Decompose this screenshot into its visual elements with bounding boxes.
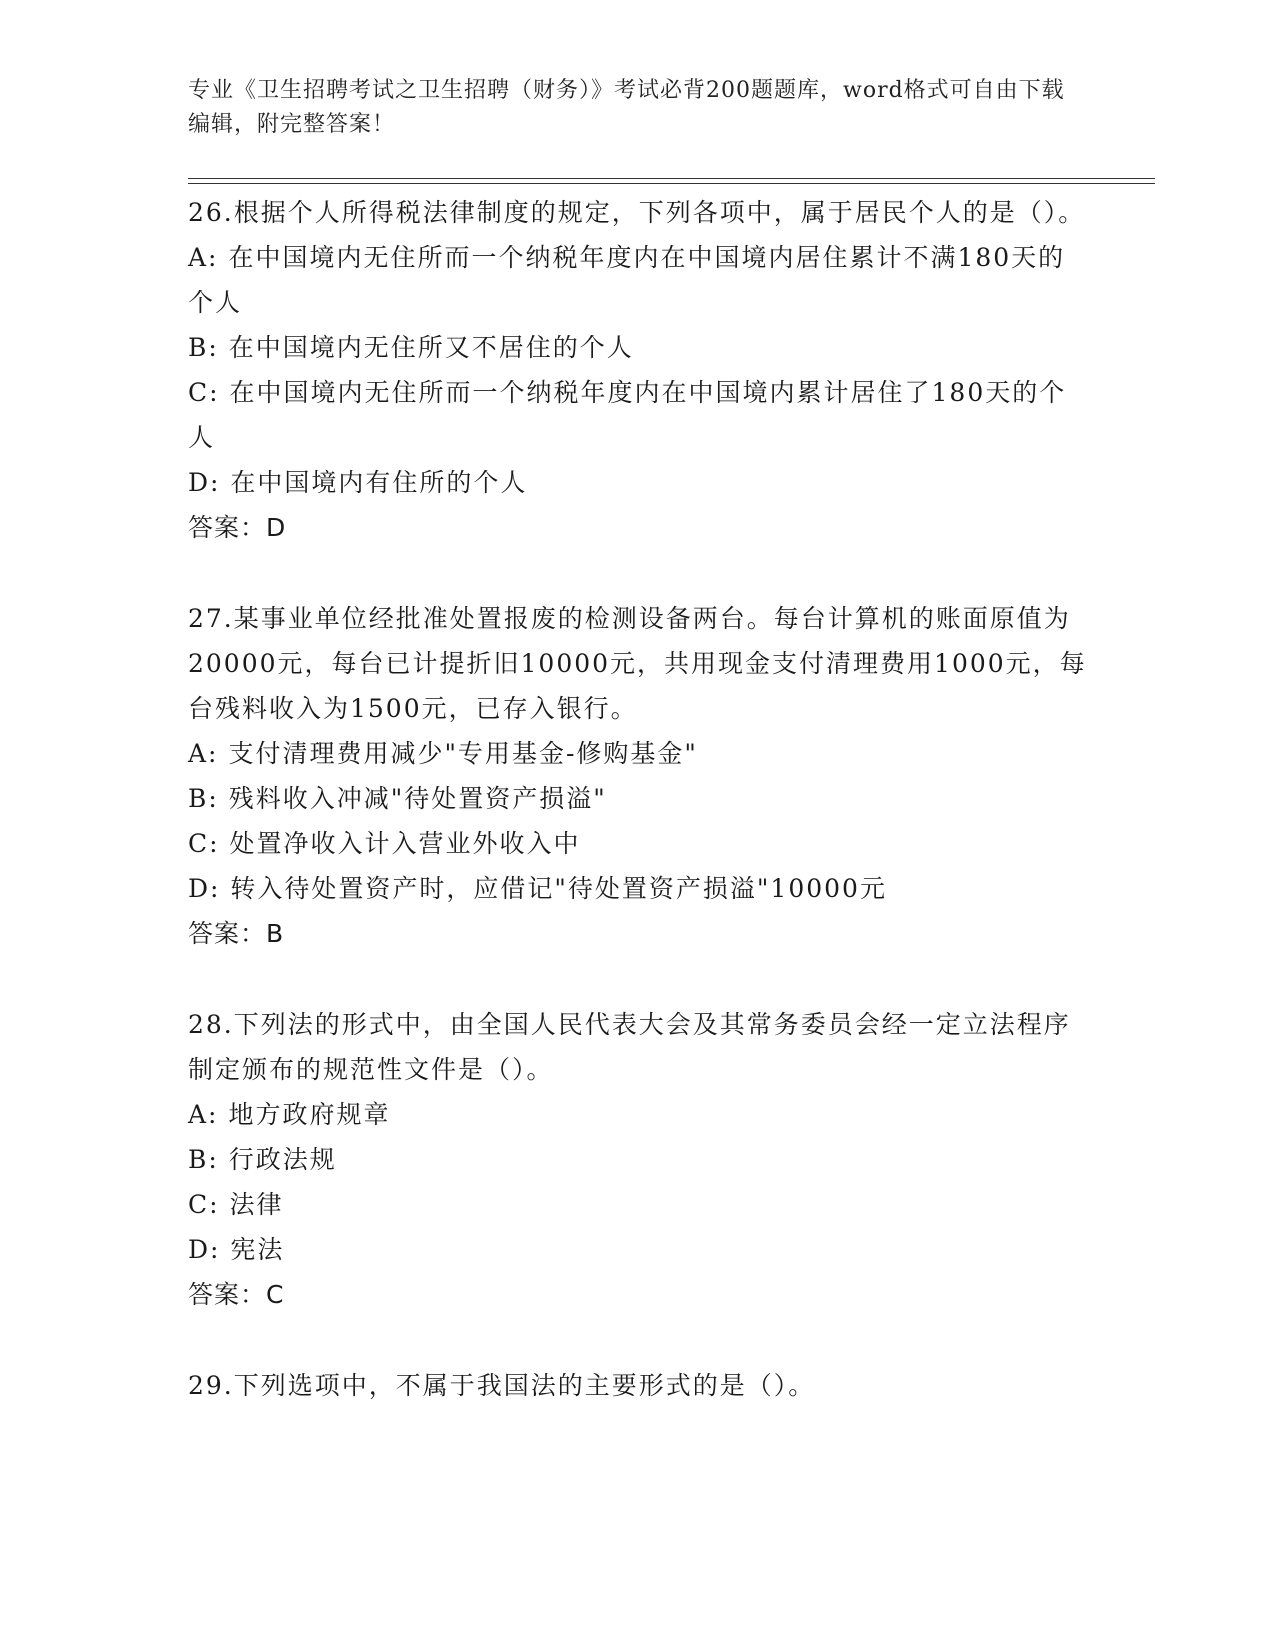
question-text: 26.根据个人所得税法律制度的规定，下列各项中，属于居民个人的是（）。 xyxy=(188,198,1086,227)
answer-line: 答案：B xyxy=(188,919,285,948)
option-text: 行政法规 xyxy=(228,1145,337,1174)
option-text: 转入待处置资产时，应借记"待处置资产损溢"10000元 xyxy=(230,874,887,903)
option-text: 支付清理费用减少"专用基金-修购基金" xyxy=(228,739,698,768)
option-d xyxy=(188,460,1088,505)
option-a xyxy=(188,731,1088,776)
question-26 xyxy=(188,190,1088,550)
header-double-rule xyxy=(188,178,1155,184)
option-text: 在中国境内无住所而一个纳税年度内在中国境内居住累计不满180天的个人 xyxy=(188,243,1066,317)
option-key: A: xyxy=(188,1100,219,1129)
option-key: B: xyxy=(188,784,219,813)
answer-line: 答案：D xyxy=(188,513,287,542)
document-header: 专业《卫生招聘考试之卫生招聘（财务）》考试必背200题题库，word格式可自由下载编辑，附完整答案！ xyxy=(188,78,1065,137)
question-27 xyxy=(188,596,1088,956)
question-29 xyxy=(188,1363,1088,1408)
option-text: 处置净收入计入营业外收入中 xyxy=(229,829,581,858)
question-text: 29.下列选项中，不属于我国法的主要形式的是（）。 xyxy=(188,1371,816,1400)
question-28 xyxy=(188,1002,1088,1317)
option-d xyxy=(188,866,1088,911)
option-key: C: xyxy=(188,1190,220,1219)
option-a xyxy=(188,235,1088,325)
option-b xyxy=(188,776,1088,821)
option-text: 在中国境内无住所而一个纳税年度内在中国境内累计居住了180天的个人 xyxy=(188,378,1067,452)
option-key: C: xyxy=(188,378,220,407)
option-key: C: xyxy=(188,829,220,858)
option-c xyxy=(188,821,1088,866)
option-text: 法律 xyxy=(229,1190,284,1219)
option-key: B: xyxy=(188,333,219,362)
option-key: B: xyxy=(188,1145,219,1174)
option-key: A: xyxy=(188,739,219,768)
option-text: 在中国境内有住所的个人 xyxy=(230,468,528,497)
option-b xyxy=(188,325,1088,370)
option-key: D: xyxy=(188,1235,221,1264)
option-c xyxy=(188,370,1088,460)
answer-line: 答案：C xyxy=(188,1280,285,1309)
option-d xyxy=(188,1227,1088,1272)
question-text: 28.下列法的形式中，由全国人民代表大会及其常务委员会经一定立法程序制定颁布的规范性文件是（）。 xyxy=(188,1010,1071,1084)
option-text: 地方政府规章 xyxy=(228,1100,391,1129)
question-list xyxy=(188,190,1088,1454)
option-key: A: xyxy=(188,243,219,272)
option-a xyxy=(188,1092,1088,1137)
question-text: 27.某事业单位经批准处置报废的检测设备两台。每台计算机的账面原值为20000元，每台已计提折旧10000元，共用现金支付清理费用1000元，每台残料收入为1500元，已存入银行。 xyxy=(188,604,1087,723)
option-key: D: xyxy=(188,468,221,497)
option-text: 残料收入冲减"待处置资产损溢" xyxy=(228,784,607,813)
option-text: 在中国境内无住所又不居住的个人 xyxy=(228,333,634,362)
option-c xyxy=(188,1182,1088,1227)
option-key: D: xyxy=(188,874,221,903)
option-text: 宪法 xyxy=(230,1235,285,1264)
option-b xyxy=(188,1137,1088,1182)
